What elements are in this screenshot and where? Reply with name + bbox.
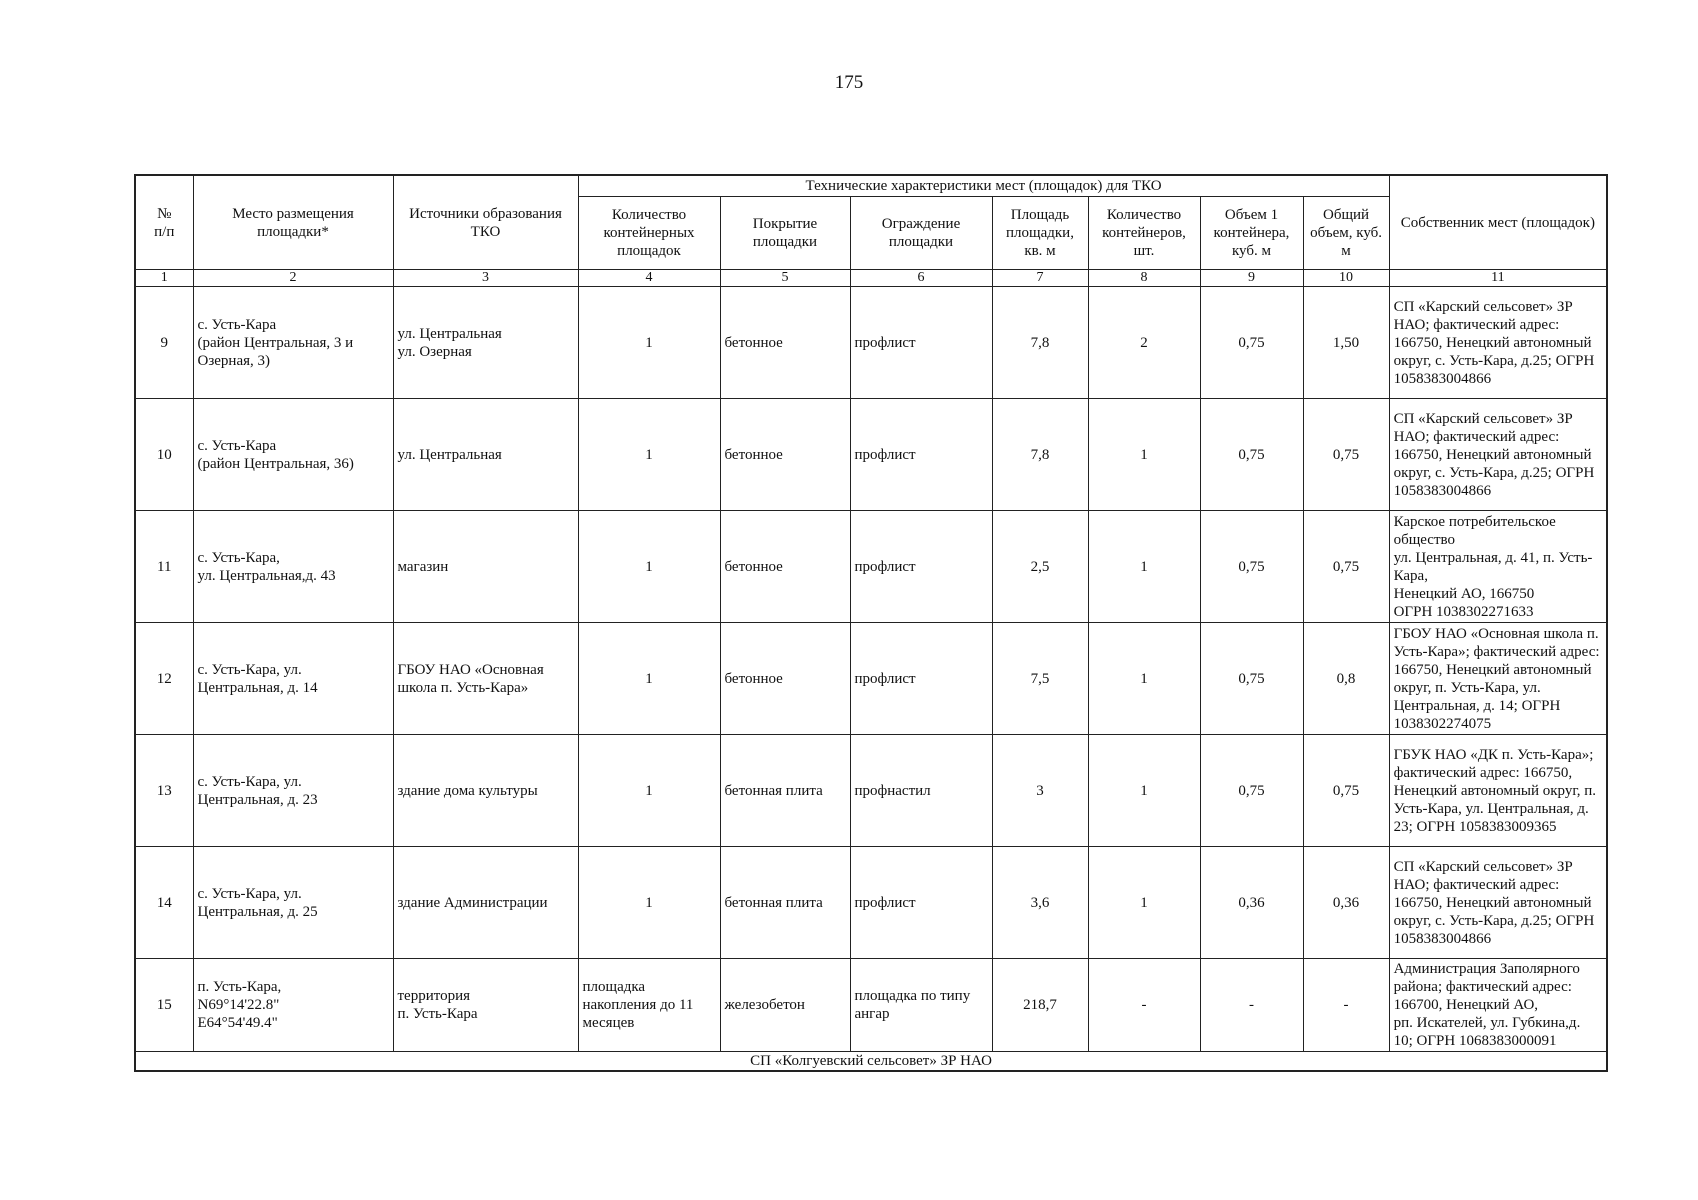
row-area: 2,5 bbox=[992, 511, 1088, 623]
col-number: 5 bbox=[720, 270, 850, 287]
row-area: 7,5 bbox=[992, 623, 1088, 735]
row-cover: бетонная плита bbox=[720, 847, 850, 959]
row-place: с. Усть-Кара, ул. Центральная, д. 25 bbox=[193, 847, 393, 959]
row-container-volume: 0,75 bbox=[1200, 623, 1303, 735]
col-number: 2 bbox=[193, 270, 393, 287]
header-col-count: Количество контейнерных площадок bbox=[578, 197, 720, 270]
row-fence: профлист bbox=[850, 623, 992, 735]
header-group-tech: Технические характеристики мест (площадок) для ТКО bbox=[578, 175, 1389, 197]
row-owner: Карское потребительское общество ул. Центральная, д. 41, п. Усть-Кара, Ненецкий АО, 166750 ОГРН 1038302271633 bbox=[1389, 511, 1607, 623]
row-container-sites: площадка накопления до 11 месяцев bbox=[578, 959, 720, 1052]
row-number: 12 bbox=[135, 623, 193, 735]
header-col-cover: Покрытие площадки bbox=[720, 197, 850, 270]
page-number: 175 bbox=[834, 72, 864, 93]
row-total-volume: 0,75 bbox=[1303, 511, 1389, 623]
row-fence: профнастил bbox=[850, 735, 992, 847]
row-fence: профлист bbox=[850, 399, 992, 511]
row-place: с. Усть-Кара, ул. Центральная, д. 23 bbox=[193, 735, 393, 847]
row-owner: СП «Карский сельсовет» ЗР НАО; фактический адрес: 166750, Ненецкий автономный округ, с. Усть-Кара, д.25; ОГРН 1058383004866 bbox=[1389, 399, 1607, 511]
row-owner: СП «Карский сельсовет» ЗР НАО; фактический адрес: 166750, Ненецкий автономный округ, с. Усть-Кара, д.25; ОГРН 1058383004866 bbox=[1389, 287, 1607, 399]
row-number: 13 bbox=[135, 735, 193, 847]
row-source: ГБОУ НАО «Основная школа п. Усть-Кара» bbox=[393, 623, 578, 735]
registry-table bbox=[134, 174, 1608, 1072]
row-number: 10 bbox=[135, 399, 193, 511]
header-col-vol1: Объем 1 контейнера, куб. м bbox=[1200, 197, 1303, 270]
row-total-volume: 0,8 bbox=[1303, 623, 1389, 735]
row-place: п. Усть-Кара, N69°14'22.8" E64°54'49.4" bbox=[193, 959, 393, 1052]
row-container-volume: 0,75 bbox=[1200, 511, 1303, 623]
row-number: 14 bbox=[135, 847, 193, 959]
row-place: с. Усть-Кара (район Центральная, 36) bbox=[193, 399, 393, 511]
column-number-row bbox=[135, 270, 1607, 287]
row-cover: бетонное bbox=[720, 287, 850, 399]
row-place: с. Усть-Кара (район Центральная, 3 и Озерная, 3) bbox=[193, 287, 393, 399]
col-number: 10 bbox=[1303, 270, 1389, 287]
row-container-volume: 0,36 bbox=[1200, 847, 1303, 959]
table-row bbox=[135, 959, 1607, 1052]
header-col-fence: Ограждение площадки bbox=[850, 197, 992, 270]
row-container-count: 1 bbox=[1088, 399, 1200, 511]
row-source: магазин bbox=[393, 511, 578, 623]
col-number: 6 bbox=[850, 270, 992, 287]
col-number: 7 bbox=[992, 270, 1088, 287]
row-area: 218,7 bbox=[992, 959, 1088, 1052]
header-col-containers: Количество контейнеров, шт. bbox=[1088, 197, 1200, 270]
row-container-sites: 1 bbox=[578, 287, 720, 399]
row-owner: СП «Карский сельсовет» ЗР НАО; фактический адрес: 166750, Ненецкий автономный округ, с. Усть-Кара, д.25; ОГРН 1058383004866 bbox=[1389, 847, 1607, 959]
row-number: 11 bbox=[135, 511, 193, 623]
row-place: с. Усть-Кара, ул. Центральная,д. 43 bbox=[193, 511, 393, 623]
table-row bbox=[135, 735, 1607, 847]
row-container-count: 1 bbox=[1088, 847, 1200, 959]
header-col-total: Общий объем, куб. м bbox=[1303, 197, 1389, 270]
header-col-place: Место размещения площадки* bbox=[193, 175, 393, 270]
row-container-sites: 1 bbox=[578, 623, 720, 735]
row-number: 9 bbox=[135, 287, 193, 399]
header-col-num: № п/п bbox=[135, 175, 193, 270]
table-row bbox=[135, 847, 1607, 959]
header-col-area: Площадь площадки, кв. м bbox=[992, 197, 1088, 270]
table-row bbox=[135, 623, 1607, 735]
row-container-count: 2 bbox=[1088, 287, 1200, 399]
col-number: 3 bbox=[393, 270, 578, 287]
row-cover: бетонное bbox=[720, 399, 850, 511]
row-source: ул. Центральная ул. Озерная bbox=[393, 287, 578, 399]
table-row bbox=[135, 399, 1607, 511]
section-footer: СП «Колгуевский сельсовет» ЗР НАО bbox=[135, 1052, 1607, 1072]
row-container-sites: 1 bbox=[578, 511, 720, 623]
row-area: 3 bbox=[992, 735, 1088, 847]
row-source: территория п. Усть-Кара bbox=[393, 959, 578, 1052]
row-owner: ГБУК НАО «ДК п. Усть-Кара»; фактический адрес: 166750, Ненецкий автономный округ, п. Усть-Кара, ул. Центральная, д. 23; ОГРН 1058383009365 bbox=[1389, 735, 1607, 847]
row-container-count: - bbox=[1088, 959, 1200, 1052]
row-container-volume: 0,75 bbox=[1200, 399, 1303, 511]
row-cover: железобетон bbox=[720, 959, 850, 1052]
row-area: 7,8 bbox=[992, 287, 1088, 399]
row-owner: Администрация Заполярного района; фактический адрес: 166700, Ненецкий АО, рп. Искателей, ул. Губкина,д. 10; ОГРН 1068383000091 bbox=[1389, 959, 1607, 1052]
col-number: 8 bbox=[1088, 270, 1200, 287]
row-container-volume: 0,75 bbox=[1200, 735, 1303, 847]
row-source: здание Администрации bbox=[393, 847, 578, 959]
row-container-count: 1 bbox=[1088, 511, 1200, 623]
header-col-source: Источники образования ТКО bbox=[393, 175, 578, 270]
row-place: с. Усть-Кара, ул. Центральная, д. 14 bbox=[193, 623, 393, 735]
row-fence: профлист bbox=[850, 847, 992, 959]
row-total-volume: 0,36 bbox=[1303, 847, 1389, 959]
row-container-sites: 1 bbox=[578, 399, 720, 511]
col-number: 9 bbox=[1200, 270, 1303, 287]
row-number: 15 bbox=[135, 959, 193, 1052]
row-total-volume: - bbox=[1303, 959, 1389, 1052]
row-cover: бетонное bbox=[720, 511, 850, 623]
row-total-volume: 0,75 bbox=[1303, 399, 1389, 511]
row-container-sites: 1 bbox=[578, 735, 720, 847]
row-source: ул. Центральная bbox=[393, 399, 578, 511]
header-col-owner: Собственник мест (площадок) bbox=[1389, 175, 1607, 270]
row-container-count: 1 bbox=[1088, 735, 1200, 847]
col-number: 1 bbox=[135, 270, 193, 287]
row-owner: ГБОУ НАО «Основная школа п. Усть-Кара»; фактический адрес: 166750, Ненецкий автономный округ, п. Усть-Кара, ул. Центральная, д. 14; ОГРН 1038302274075 bbox=[1389, 623, 1607, 735]
row-fence: профлист bbox=[850, 287, 992, 399]
row-fence: площадка по типу ангар bbox=[850, 959, 992, 1052]
col-number: 4 bbox=[578, 270, 720, 287]
row-container-volume: - bbox=[1200, 959, 1303, 1052]
row-cover: бетонная плита bbox=[720, 735, 850, 847]
row-total-volume: 0,75 bbox=[1303, 735, 1389, 847]
table-row bbox=[135, 511, 1607, 623]
row-fence: профлист bbox=[850, 511, 992, 623]
col-number: 11 bbox=[1389, 270, 1607, 287]
row-container-count: 1 bbox=[1088, 623, 1200, 735]
row-source: здание дома культуры bbox=[393, 735, 578, 847]
row-area: 3,6 bbox=[992, 847, 1088, 959]
table-row bbox=[135, 287, 1607, 399]
row-container-volume: 0,75 bbox=[1200, 287, 1303, 399]
row-container-sites: 1 bbox=[578, 847, 720, 959]
row-area: 7,8 bbox=[992, 399, 1088, 511]
row-total-volume: 1,50 bbox=[1303, 287, 1389, 399]
row-cover: бетонное bbox=[720, 623, 850, 735]
